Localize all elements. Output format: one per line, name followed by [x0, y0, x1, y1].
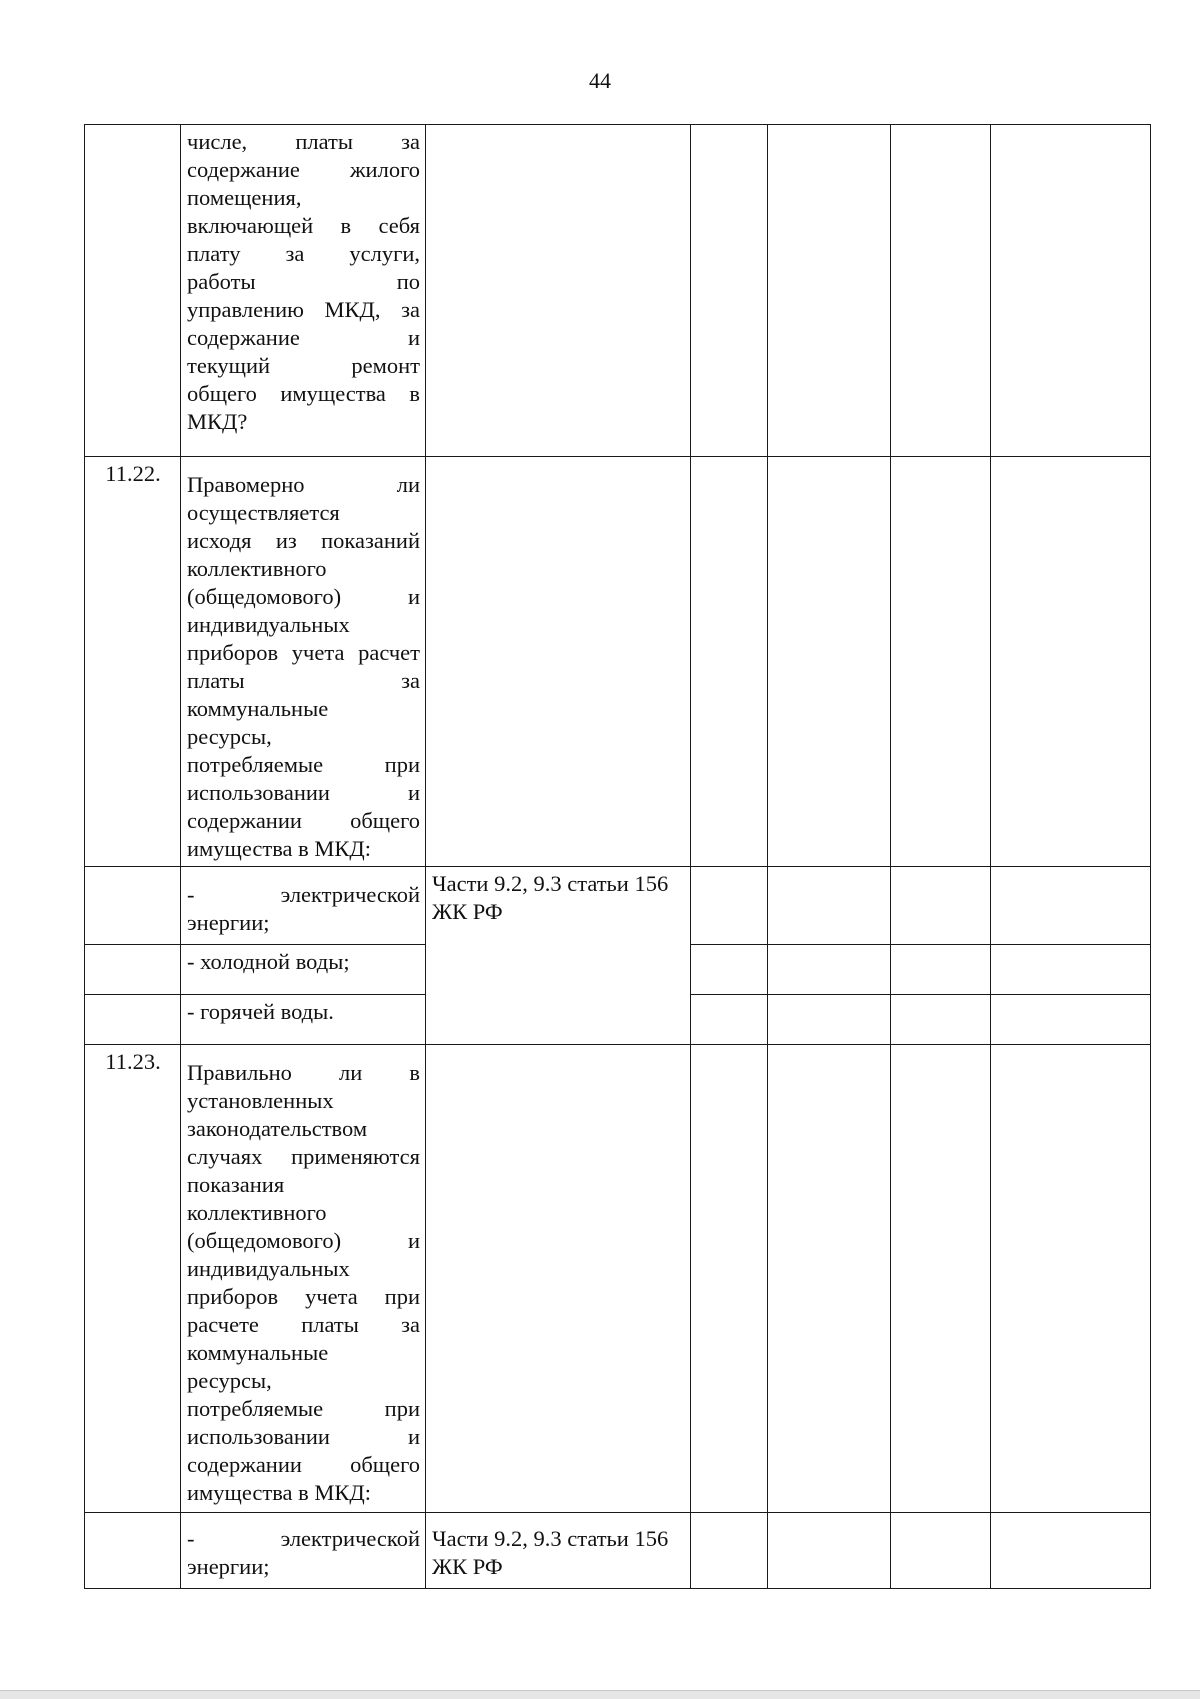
item-number-cell: 11.23.: [85, 1045, 181, 1513]
basis-cell: [426, 1045, 691, 1513]
table-row: [85, 1513, 1151, 1589]
question-line: Правильно ли в: [187, 1060, 420, 1085]
answer-cell: [891, 457, 991, 867]
answer-cell: [891, 1045, 991, 1513]
checklist-table: [84, 124, 1151, 1589]
sub-item-line: - электрической: [187, 1526, 420, 1551]
question-line: содержании общего: [187, 808, 420, 833]
question-line: содержании общего: [187, 1452, 420, 1477]
question-line: имущества в МКД:: [187, 1480, 372, 1505]
notes-cell: [991, 125, 1151, 457]
item-number-cell: [85, 995, 181, 1045]
question-line: расчете платы за: [187, 1312, 420, 1337]
question-line: помещения,: [187, 185, 302, 210]
answer-cell: [768, 995, 891, 1045]
question-line: случаях применяются: [187, 1144, 420, 1169]
sub-item-cell: - холодной воды;: [181, 945, 426, 995]
answer-cell: [691, 995, 768, 1045]
sub-item-line: энергии;: [187, 1554, 270, 1579]
notes-cell: [991, 1513, 1151, 1589]
answer-cell: [891, 867, 991, 945]
basis-cell: Части 9.2, 9.3 статьи 156 ЖК РФ: [426, 1513, 691, 1589]
question-line: содержание жилого: [187, 157, 420, 182]
question-cell: [181, 125, 426, 457]
answer-cell: [891, 125, 991, 457]
table-row: [85, 125, 1151, 457]
question-line: ресурсы,: [187, 724, 272, 749]
item-number-cell: [85, 945, 181, 995]
table-row: [85, 457, 1151, 867]
answer-cell: [691, 125, 768, 457]
answer-cell: [691, 1045, 768, 1513]
question-line: содержание и: [187, 325, 420, 350]
page-number: 44: [589, 68, 611, 93]
answer-cell: [768, 867, 891, 945]
question-line: работы по: [187, 269, 420, 294]
question-line: индивидуальных: [187, 612, 350, 637]
table-row: [85, 1045, 1151, 1513]
sub-item-cell: - горячей воды.: [181, 995, 426, 1045]
question-line: (общедомового) и: [187, 584, 420, 609]
question-line: Правомерно ли: [187, 472, 420, 497]
question-line: установленных: [187, 1088, 334, 1113]
question-line: законодательством: [187, 1116, 368, 1141]
answer-cell: [768, 945, 891, 995]
answer-cell: [891, 1513, 991, 1589]
question-line: приборов учета расчет: [187, 640, 420, 665]
question-line: коллективного: [187, 556, 327, 581]
question-line: использовании и: [187, 1424, 420, 1449]
item-number-cell: [85, 1513, 181, 1589]
notes-cell: [991, 457, 1151, 867]
question-line: исходя из показаний: [187, 528, 420, 553]
sub-item-cell: [181, 1513, 426, 1589]
basis-cell: Части 9.2, 9.3 статьи 156 ЖК РФ: [426, 867, 691, 1045]
question-line: использовании и: [187, 780, 420, 805]
item-number-cell: [85, 867, 181, 945]
question-line: МКД?: [187, 409, 248, 434]
answer-cell: [691, 1513, 768, 1589]
question-line: приборов учета при: [187, 1284, 420, 1309]
question-line: осуществляется: [187, 500, 340, 525]
notes-cell: [991, 867, 1151, 945]
question-line: показания: [187, 1172, 285, 1197]
answer-cell: [768, 125, 891, 457]
answer-cell: [768, 1045, 891, 1513]
question-line: коммунальные: [187, 1340, 329, 1365]
basis-cell: [426, 457, 691, 867]
basis-cell: [426, 125, 691, 457]
answer-cell: [891, 995, 991, 1045]
question-line: числе, платы за: [187, 129, 420, 154]
item-number-cell: [85, 125, 181, 457]
sub-item-line: - электрической: [187, 882, 420, 907]
question-line: общего имущества в: [187, 381, 420, 406]
question-line: (общедомового) и: [187, 1228, 420, 1253]
question-line: включающей в себя: [187, 213, 420, 238]
question-line: индивидуальных: [187, 1256, 350, 1281]
question-line: управлению МКД, за: [187, 297, 420, 322]
question-cell: [181, 457, 426, 867]
question-line: коллективного: [187, 1200, 327, 1225]
question-line: плату за услуги,: [187, 241, 420, 266]
question-line: ресурсы,: [187, 1368, 272, 1393]
question-line: потребляемые при: [187, 1396, 420, 1421]
answer-cell: [891, 945, 991, 995]
question-cell: [181, 1045, 426, 1513]
question-line: коммунальные: [187, 696, 329, 721]
answer-cell: [691, 457, 768, 867]
answer-cell: [768, 1513, 891, 1589]
question-line: платы за: [187, 668, 420, 693]
question-line: текущий ремонт: [187, 353, 420, 378]
question-line: имущества в МКД:: [187, 836, 372, 861]
answer-cell: [768, 457, 891, 867]
item-number-cell: 11.22.: [85, 457, 181, 867]
notes-cell: [991, 945, 1151, 995]
answer-cell: [691, 867, 768, 945]
notes-cell: [991, 995, 1151, 1045]
sub-item-line: энергии;: [187, 910, 270, 935]
notes-cell: [991, 1045, 1151, 1513]
table-row: [85, 867, 1151, 945]
question-line: потребляемые при: [187, 752, 420, 777]
sub-item-cell: [181, 867, 426, 945]
answer-cell: [691, 945, 768, 995]
